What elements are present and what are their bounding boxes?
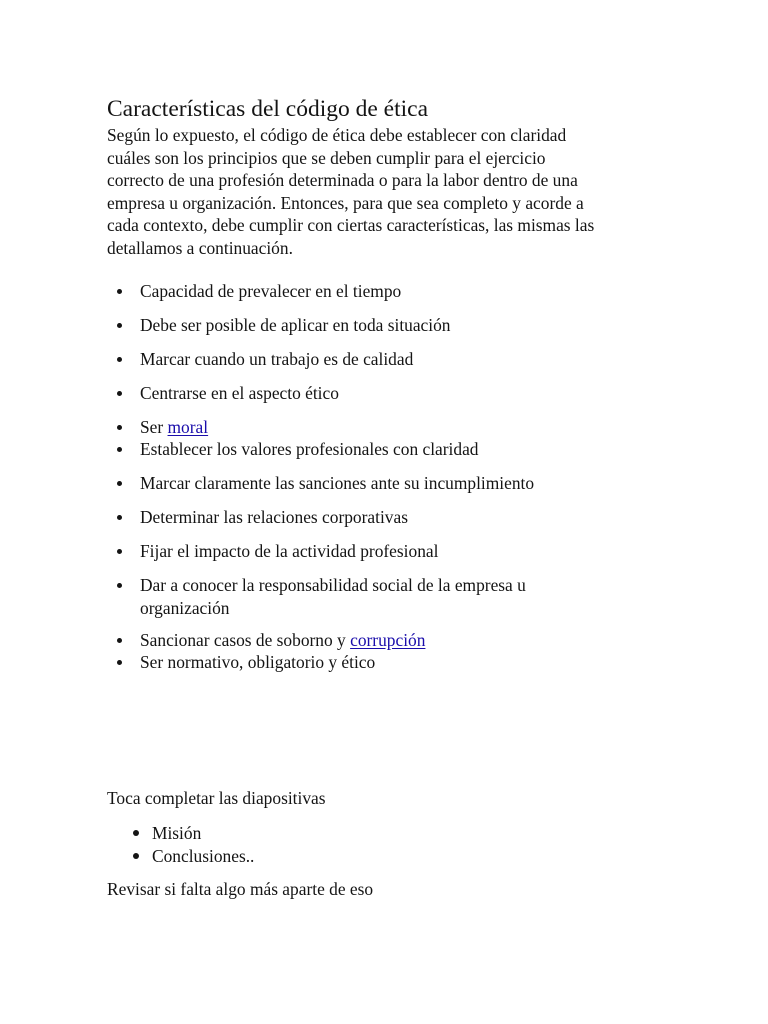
intro-line: detallamos a continuación. <box>107 237 293 258</box>
list-item-text: Establecer los valores profesionales con claridad <box>140 439 479 459</box>
list-item-text: Dar a conocer la responsabilidad social de la empresa u <box>140 575 526 595</box>
list-item-text: Debe ser posible de aplicar en toda situación <box>140 315 451 335</box>
intro-line: empresa u organización. Entonces, para que sea completo y acorde a <box>107 192 584 213</box>
list-item <box>140 416 208 439</box>
todo-item: Misión <box>152 823 202 843</box>
list-item <box>140 540 438 563</box>
list-item-text: Sancionar casos de soborno y <box>140 630 351 650</box>
list-item <box>140 629 425 652</box>
list-item <box>140 574 526 619</box>
list-item <box>140 314 451 337</box>
moral-link[interactable]: moral <box>167 417 209 437</box>
list-item-text: Centrarse en el aspecto ético <box>140 383 339 403</box>
todo-item: Conclusiones.. <box>152 846 255 866</box>
intro-line: correcto de una profesión determinada o para la labor dentro de una <box>107 170 578 191</box>
list-item <box>140 280 401 303</box>
list-item-text: Ser normativo, obligatorio y ético <box>140 652 376 672</box>
list-item <box>140 651 375 674</box>
list-item-text: Fijar el impacto de la actividad profesional <box>140 541 439 561</box>
list-item-text: Capacidad de prevalecer en el tiempo <box>140 281 402 301</box>
list-item <box>140 506 408 529</box>
list-item-text: Marcar cuando un trabajo es de calidad <box>140 349 414 369</box>
list-item <box>140 438 479 461</box>
closing-paragraph: Revisar si falta algo más aparte de eso <box>107 879 374 899</box>
list-item <box>140 348 413 371</box>
corrupcion-link[interactable]: corrupción <box>350 630 426 650</box>
note-paragraph: Toca completar las diapositivas <box>107 788 326 808</box>
intro-line: Según lo expuesto, el código de ética debe establecer con claridad <box>107 125 567 145</box>
list-item <box>140 382 339 405</box>
intro-paragraph <box>107 124 667 260</box>
list-item-text: Marcar claramente las sanciones ante su incumplimiento <box>140 473 535 493</box>
page-title: Características del código de ética <box>107 96 429 122</box>
list-item-text: Determinar las relaciones corporativas <box>140 507 408 527</box>
list-item-text: Ser <box>140 417 168 437</box>
list-item-text-continued: organización <box>140 597 230 618</box>
list-item <box>140 472 534 495</box>
intro-line: cuáles son los principios que se deben cumplir para el ejercicio <box>107 147 546 168</box>
intro-line: cada contexto, debe cumplir con ciertas características, las mismas las <box>107 215 595 236</box>
